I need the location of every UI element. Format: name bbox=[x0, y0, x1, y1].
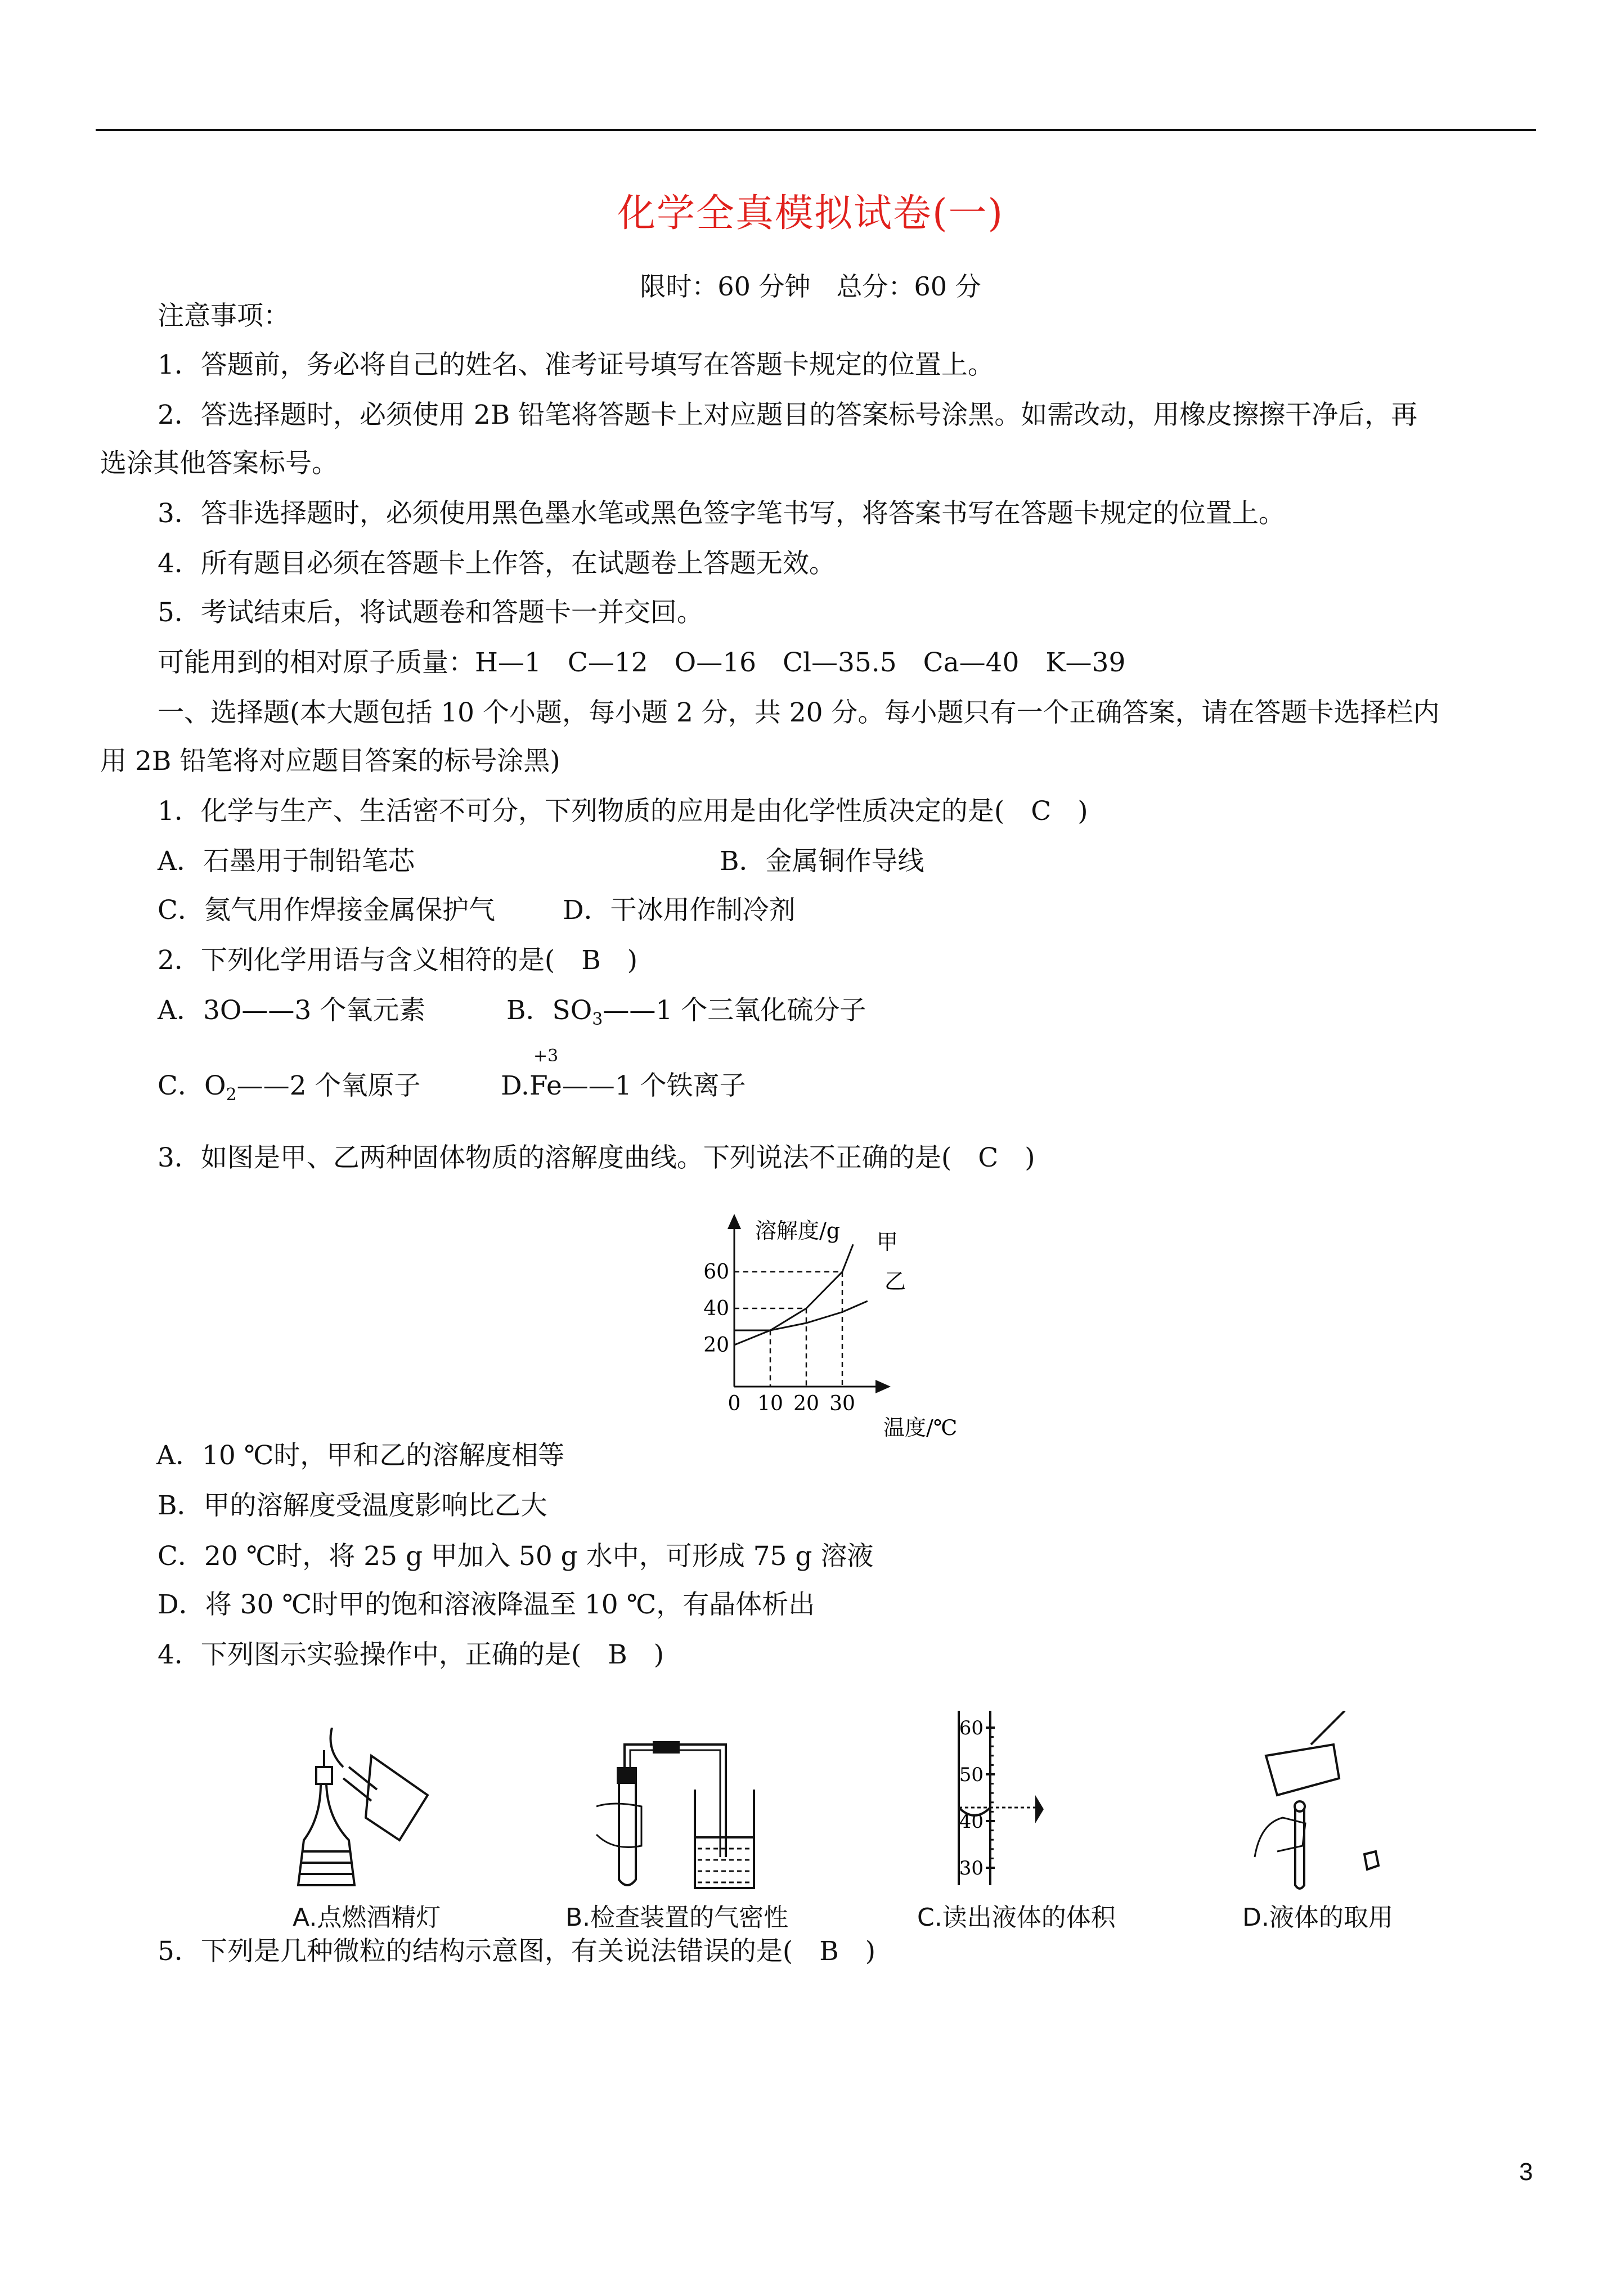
y-tick-label: 40 bbox=[703, 1297, 729, 1320]
series-label-yi: 乙 bbox=[884, 1269, 906, 1294]
question-1-stem: 1．化学与生产、生活密不可分，下列物质的应用是由化学性质决定的是( C ) bbox=[158, 796, 1088, 827]
y-tick-label: 20 bbox=[703, 1334, 729, 1357]
q3-option-b: B．甲的溶解度受温度影响比乙大 bbox=[158, 1490, 547, 1521]
notice-item-continued: 选涂其他答案标号。 bbox=[100, 448, 338, 479]
q1-option-d: D．干冰用作制冷剂 bbox=[563, 895, 796, 926]
q2-option-d: D.Fe——1 个铁离子 bbox=[501, 1070, 746, 1101]
series-line-yi bbox=[734, 1301, 868, 1330]
exam-time-score: 限时：60 分钟 总分：60 分 bbox=[640, 271, 981, 302]
x-tick-label: 30 bbox=[829, 1392, 855, 1415]
figure-caption-b: B.检查装置的气密性 bbox=[565, 1903, 789, 1932]
solubility-chart bbox=[692, 1204, 1007, 1441]
notice-item: 3．答非选择题时，必须使用黑色墨水笔或黑色签字笔书写，将答案书写在答题卡规定的位置上。 bbox=[158, 498, 1285, 529]
x-axis-label: 温度/℃ bbox=[883, 1415, 958, 1440]
cylinder-tick-label: 50 bbox=[959, 1764, 984, 1786]
q2-option-c bbox=[158, 1069, 420, 1112]
question-5-stem: 5．下列是几种微粒的结构示意图，有关说法错误的是( B ) bbox=[158, 1936, 876, 1967]
q2-c-meaning: ——2 个氧原子 bbox=[236, 1070, 421, 1101]
notice-item: 1．答题前，务必将自己的姓名、准考证号填写在答题卡规定的位置上。 bbox=[158, 349, 994, 380]
figure-caption-d: D.液体的取用 bbox=[1242, 1903, 1393, 1932]
notice-heading: 注意事项： bbox=[158, 301, 290, 331]
cylinder-tick-label: 40 bbox=[959, 1810, 984, 1833]
graduated-cylinder-figure bbox=[951, 1705, 1097, 1891]
question-2-stem: 2．下列化学用语与含义相符的是( B ) bbox=[158, 945, 638, 976]
q2-c-subscript: 2 bbox=[226, 1085, 237, 1105]
notice-item: 4．所有题目必须在答题卡上作答，在试题卷上答题无效。 bbox=[158, 548, 836, 579]
x-tick-label: 20 bbox=[793, 1392, 819, 1415]
q3-option-d: D．将 30 ℃时甲的饱和溶液降温至 10 ℃，有晶体析出 bbox=[158, 1589, 815, 1620]
q3-option-a: A．10 ℃时，甲和乙的溶解度相等 bbox=[156, 1440, 565, 1471]
series-label-jia: 甲 bbox=[877, 1230, 899, 1254]
q2-b-meaning: ——1 个三氧化硫分子 bbox=[603, 995, 866, 1026]
notice-item: 5．考试结束后，将试题卷和答题卡一并交回。 bbox=[158, 597, 703, 628]
cylinder-tick-label: 60 bbox=[959, 1717, 984, 1739]
section-heading: 一、选择题(本大题包括 10 个小题，每小题 2 分，共 20 分。每小题只有一个正确答案，请在答题卡选择栏内 bbox=[158, 697, 1440, 728]
q2-d-valence: +3 bbox=[533, 1046, 559, 1066]
figure-caption-c: C.读出液体的体积 bbox=[917, 1903, 1116, 1932]
q2-option-b bbox=[506, 994, 866, 1037]
q2-b-formula: B．SO bbox=[506, 995, 592, 1026]
liquid-pouring-figure bbox=[1243, 1711, 1395, 1891]
airtightness-apparatus-figure bbox=[580, 1733, 793, 1891]
q3-option-c: C．20 ℃时，将 25 g 甲加入 50 g 水中，可形成 75 g 溶液 bbox=[158, 1541, 874, 1572]
question-4-stem: 4．下列图示实验操作中，正确的是( B ) bbox=[158, 1639, 664, 1670]
x-tick-label: 10 bbox=[757, 1392, 783, 1415]
q1-option-b: B．金属铜作导线 bbox=[720, 846, 924, 877]
y-axis-label: 溶解度/g bbox=[755, 1218, 841, 1243]
x-tick-label: 0 bbox=[728, 1392, 741, 1415]
question-3-stem: 3．如图是甲、乙两种固体物质的溶解度曲线。下列说法不正确的是( C ) bbox=[158, 1142, 1035, 1173]
cylinder-tick-label: 30 bbox=[959, 1857, 984, 1880]
q2-b-subscript: 3 bbox=[592, 1010, 603, 1029]
q1-option-a: A．石墨用于制铅笔芯 bbox=[158, 846, 415, 877]
header-rule bbox=[96, 129, 1536, 131]
figure-caption-a: A.点燃酒精灯 bbox=[293, 1903, 441, 1932]
atomic-masses: 可能用到的相对原子质量：H—1 C—12 O—16 Cl—35.5 Ca—40 K—39 bbox=[158, 647, 1126, 678]
q2-option-a: A．3O——3 个氧元素 bbox=[158, 995, 426, 1026]
q1-option-c: C．氦气用作焊接金属保护气 bbox=[158, 895, 495, 926]
y-tick-label: 60 bbox=[703, 1261, 729, 1284]
q2-c-formula: C．O bbox=[158, 1070, 226, 1101]
page-number: 3 bbox=[1519, 2158, 1533, 2186]
exam-title: 化学全真模拟试卷(一) bbox=[617, 191, 1004, 236]
notice-item: 2．答选择题时，必须使用 2B 铅笔将答题卡上对应题目的答案标号涂黑。如需改动，用橡皮擦擦干净后，再 bbox=[158, 400, 1418, 430]
alcohol-lamp-figure bbox=[287, 1728, 456, 1891]
section-heading-continued: 用 2B 铅笔将对应题目答案的标号涂黑) bbox=[100, 746, 560, 777]
